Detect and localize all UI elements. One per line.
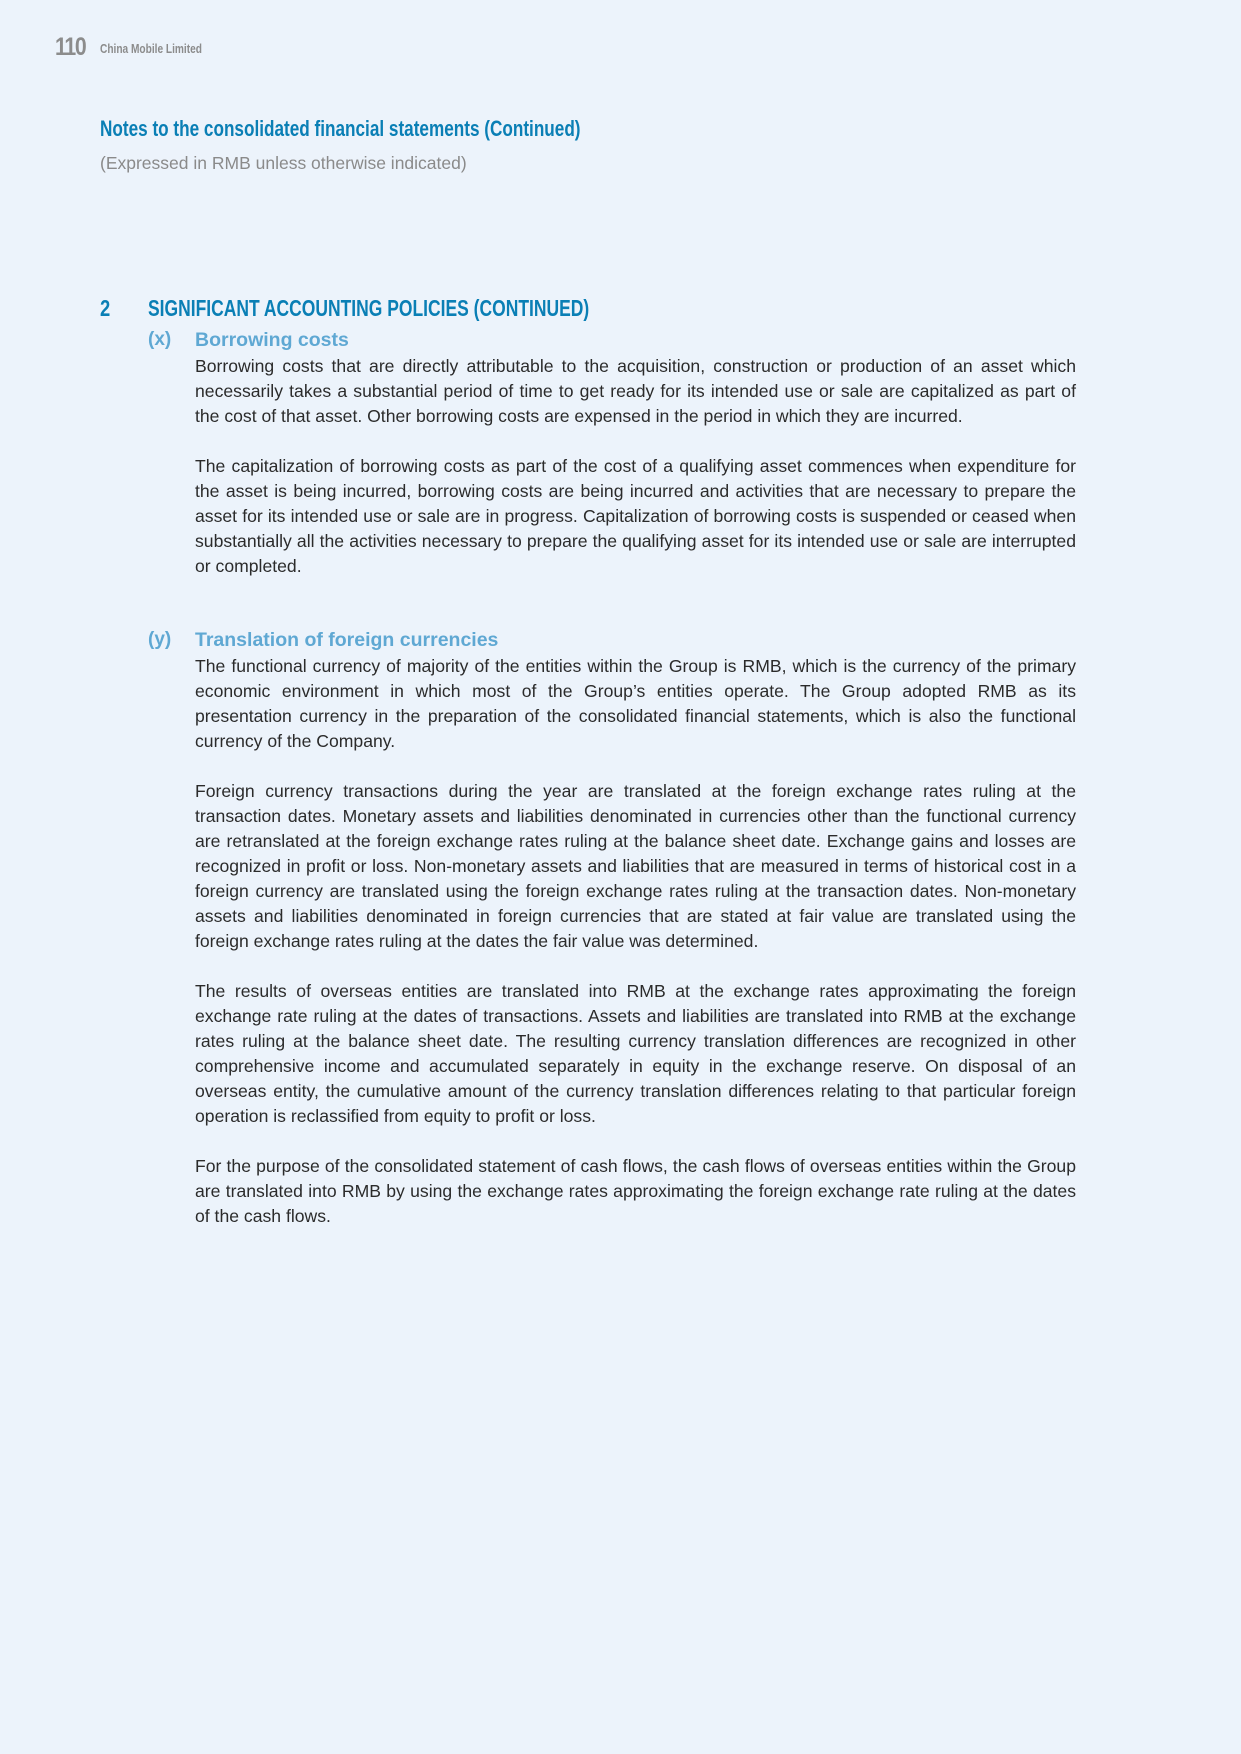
notes-title: Notes to the consolidated financial statements (Continued) (100, 116, 581, 141)
section-title: SIGNIFICANT ACCOUNTING POLICIES (CONTINUED) (148, 295, 590, 321)
subsection-title-translation-of-foreign-currencies: Translation of foreign currencies (195, 629, 499, 651)
paragraph: The functional currency of majority of the entities within the Group is RMB, which is the currency of the primary economic environment in which most of the Group’s entities operate. The Group adopted RMB as its presentation currency in the preparation of the consolidated financial statements, which is also the functional currency of the Company. (195, 656, 1076, 751)
subsection-label-x: (x) (148, 329, 172, 350)
subsection-title-borrowing-costs: Borrowing costs (195, 329, 349, 351)
paragraph: Foreign currency transactions during the year are translated at the foreign exchange rates ruling at the transaction dates. Monetary assets and liabilities denominated in currencies other than the functional currency are retranslated at the foreign exchange rates ruling at the balance sheet date. Exchange gains and losses are recognized in profit or loss. Non-monetary assets and liabilities that are measured in terms of historical cost in a foreign currency are translated using the foreign exchange rates ruling at the transaction dates. Non-monetary assets and liabilities denominated in foreign currencies that are stated at fair value are translated using the foreign exchange rates ruling at the dates the fair value was determined. (195, 781, 1076, 951)
paragraph: The capitalization of borrowing costs as part of the cost of a qualifying asset commences when expenditure for the asset is being incurred, borrowing costs are being incurred and activities that are necessary to prepare the asset for its intended use or sale are in progress. Capitalization of borrowing costs is suspended or ceased when substantially all the activities necessary to prepare the qualifying asset for its intended use or sale are interrupted or completed. (195, 456, 1076, 576)
section-number: 2 (100, 295, 111, 321)
paragraph: Borrowing costs that are directly attributable to the acquisition, construction or production of an asset which necessarily takes a substantial period of time to get ready for its intended use or sale are capitalized as part of the cost of that asset. Other borrowing costs are expensed in the period in which they are incurred. (195, 356, 1076, 426)
subsection-label-y: (y) (148, 629, 172, 650)
paragraph: For the purpose of the consolidated statement of cash flows, the cash flows of overseas entities within the Group are translated into RMB by using the exchange rates approximating the foreign exchange rate ruling at the dates of the cash flows. (195, 1156, 1076, 1226)
subsection-body-x (195, 354, 1076, 579)
notes-subtitle: (Expressed in RMB unless otherwise indicated) (100, 153, 467, 173)
page-number: 110 (55, 33, 86, 61)
company-name: China Mobile Limited (100, 41, 202, 56)
subsection-body-y (195, 654, 1076, 1229)
paragraph: The results of overseas entities are translated into RMB at the exchange rates approximating the foreign exchange rate ruling at the dates of transactions. Assets and liabilities are translated into RMB at the exchange rates ruling at the balance sheet date. The resulting currency translation differences are recognized in other comprehensive income and accumulated separately in equity in the exchange reserve. On disposal of an overseas entity, the cumulative amount of the currency translation differences relating to that particular foreign operation is reclassified from equity to profit or loss. (195, 981, 1076, 1126)
